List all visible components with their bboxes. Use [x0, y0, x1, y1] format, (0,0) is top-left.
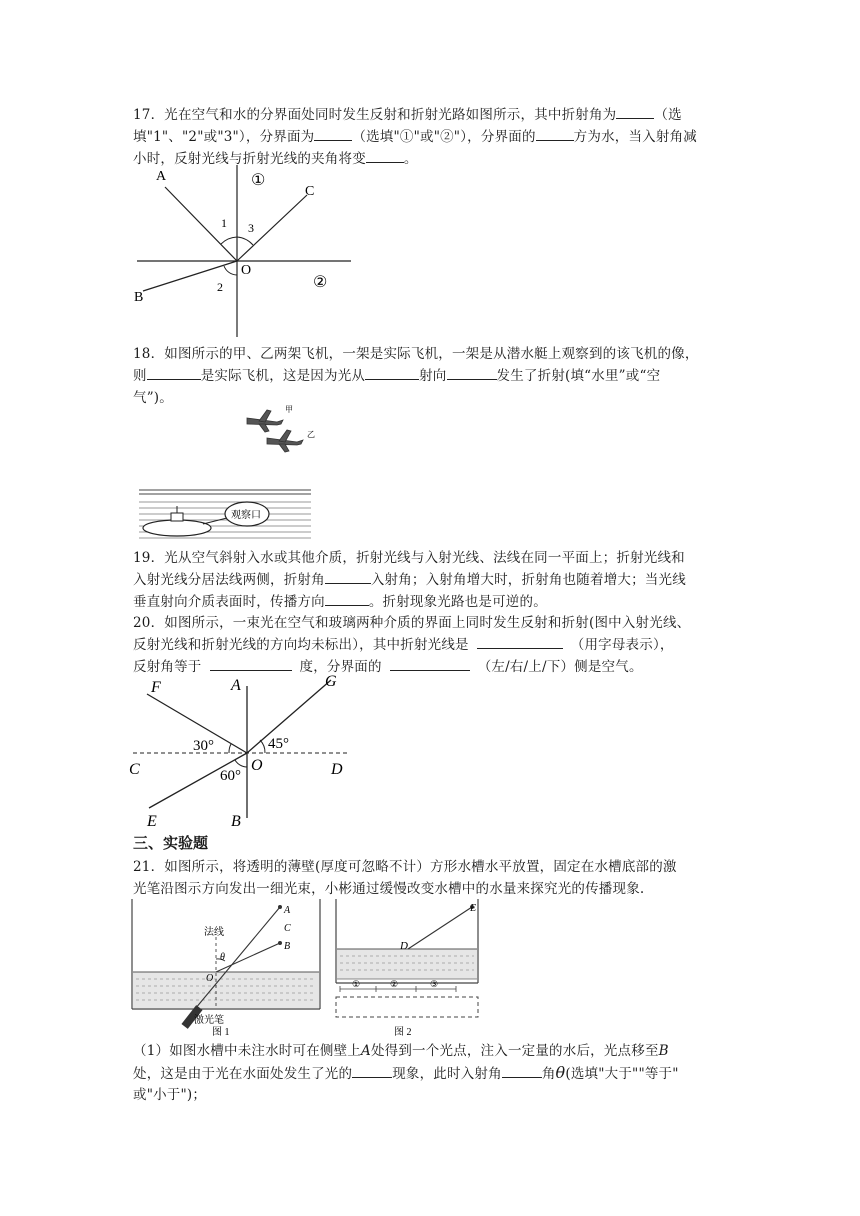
q17-label-a: A: [156, 169, 167, 184]
q20-blank-angle[interactable]: [210, 656, 292, 671]
q21-f1-caption: 图 1: [212, 1027, 230, 1037]
q17-blank-interface[interactable]: [314, 126, 352, 141]
q21-f1-label-normal: 法线: [204, 927, 224, 938]
q21-f1-label-a: A: [284, 905, 291, 916]
q17-figure: [125, 165, 365, 340]
q21-part1-line1: （1）如图水槽中未注水时可在侧壁上A处得到一个光点，注入一定量的水后，光点移至B: [133, 1043, 669, 1059]
q17-label-2: 2: [217, 280, 223, 294]
q19-blank-direction[interactable]: [325, 591, 369, 606]
q17-blank-side[interactable]: [536, 126, 574, 141]
q20-line3: 反射角等于 度，分界面的 （左/右/上/下）侧是空气。: [133, 656, 733, 678]
q17-line1: 17．光在空气和水的分界面处同时发生反射和折射光路如图所示，其中折射角为 （选: [133, 104, 733, 126]
q21-f1-label-laser: 激光笔: [194, 1015, 224, 1026]
q18-line3: 气”)。: [133, 390, 173, 406]
submarine-icon: [143, 506, 227, 536]
q19-line1: 19．光从空气斜射入水或其他介质，折射光线与入射光线、法线在同一平面上；折射光线和: [133, 550, 685, 566]
q17-label-1: 1: [221, 216, 227, 230]
q19-line3: 垂直射向介质表面时，传播方向 。折射现象光路也是可逆的。: [133, 591, 733, 613]
q20-figure: [125, 670, 365, 830]
q21-f1-label-c: C: [284, 923, 291, 934]
q21-f2-seg-1: ①: [352, 979, 361, 989]
q18-label-jia: 甲: [285, 405, 293, 414]
q20-blank-side[interactable]: [390, 656, 470, 671]
q19-blank-angle[interactable]: [325, 569, 371, 584]
q21-blank-phenomenon[interactable]: [352, 1063, 392, 1078]
q17-blank-change[interactable]: [366, 148, 404, 163]
plane-jia-icon: [247, 410, 283, 432]
section-heading-experiments: 三、实验题: [133, 834, 209, 852]
q20-label-c: C: [129, 761, 140, 778]
q17-label-c: C: [305, 184, 315, 199]
q21-f2-seg-2: ②: [390, 979, 399, 989]
q20-angle-60: 60°: [220, 768, 241, 784]
q19-line2: 入射光线分居法线两侧，折射角 入射角；入射角增大时，折射角也随着增大；当光线: [133, 569, 733, 591]
q18-figure: [135, 400, 315, 545]
q20-angle-45: 45°: [268, 736, 289, 752]
q21-part1-line3: 或"小于")；: [133, 1087, 207, 1103]
q21-figure-1: [128, 897, 323, 1037]
q18-line2: 则 是实际飞机，这是因为光从 射向 发生了折射(填“水里”或“空: [133, 365, 733, 387]
q18-label-window: 观察口: [231, 510, 261, 521]
q20-label-b: B: [231, 813, 241, 830]
q21-part1-line2: 处，这是由于光在水面处发生了光的 现象，此时入射角 角θ(选填"大于""等于": [133, 1063, 679, 1082]
q21-f1-label-o: O: [206, 973, 214, 984]
q20-label-e: E: [147, 813, 157, 830]
q21-f1-label-theta: θ: [220, 952, 225, 963]
q21-blank-compare[interactable]: [502, 1063, 542, 1078]
q17-line3: 小时，反射光线与折射光线的夹角将变 。: [133, 148, 733, 170]
q18-blank-real[interactable]: [147, 365, 201, 380]
q18-line1: 18．如图所示的甲、乙两架飞机，一架是实际飞机，一架是从潜水艇上观察到的该飞机的像，: [133, 346, 699, 362]
q21-f2-label-d: D: [400, 940, 408, 952]
q21-line1: 21．如图所示，将透明的薄壁(厚度可忽略不计）方形水槽水平放置，固定在水槽底部的激: [133, 859, 677, 875]
q21-f2-caption: 图 2: [394, 1027, 412, 1037]
q20-blank-ray[interactable]: [477, 634, 563, 649]
q20-label-g: G: [325, 673, 337, 690]
q21-line2: 光笔沿图示方向发出一细光束，小彬通过缓慢改变水槽中的水量来探究光的传播现象.: [133, 881, 645, 897]
q17-label-3: 3: [248, 221, 254, 235]
q17-label-o: O: [241, 263, 252, 278]
q18-blank-from[interactable]: [365, 365, 419, 380]
q17-label-b: B: [134, 290, 144, 305]
q20-label-a: A: [231, 677, 241, 694]
q20-label-d: D: [331, 761, 343, 778]
q17-region-2: ②: [313, 274, 328, 291]
q21-f2-label-e: E: [470, 903, 477, 914]
q18-blank-to[interactable]: [447, 365, 497, 380]
q20-line1: 20．如图所示，一束光在空气和玻璃两种介质的界面上同时发生反射和折射(图中入射光线、: [133, 615, 691, 631]
q20-angle-30: 30°: [193, 738, 214, 754]
q18-label-yi: 乙: [307, 430, 315, 439]
q17-blank-angle[interactable]: [616, 104, 654, 119]
dashed-box: [336, 997, 478, 1017]
q21-figure-2: [332, 897, 484, 1037]
q20-label-o: O: [251, 757, 263, 774]
water-area: [133, 972, 319, 1008]
plane-yi-icon: [267, 430, 303, 452]
q20-line2: 反射光线和折射光线的方向均未标出），其中折射光线是 （用字母表示），: [133, 634, 733, 656]
water-area-2: [337, 949, 477, 979]
q17-region-1: ①: [251, 172, 266, 189]
q17-line2: 填"1"、"2"或"3"），分界面为 （选填"①"或"②"），分界面的 方为水，当入射角减: [133, 126, 733, 148]
q21-f2-seg-3: ③: [430, 979, 439, 989]
q21-f1-label-b: B: [284, 941, 291, 952]
q20-label-f: F: [151, 679, 161, 696]
